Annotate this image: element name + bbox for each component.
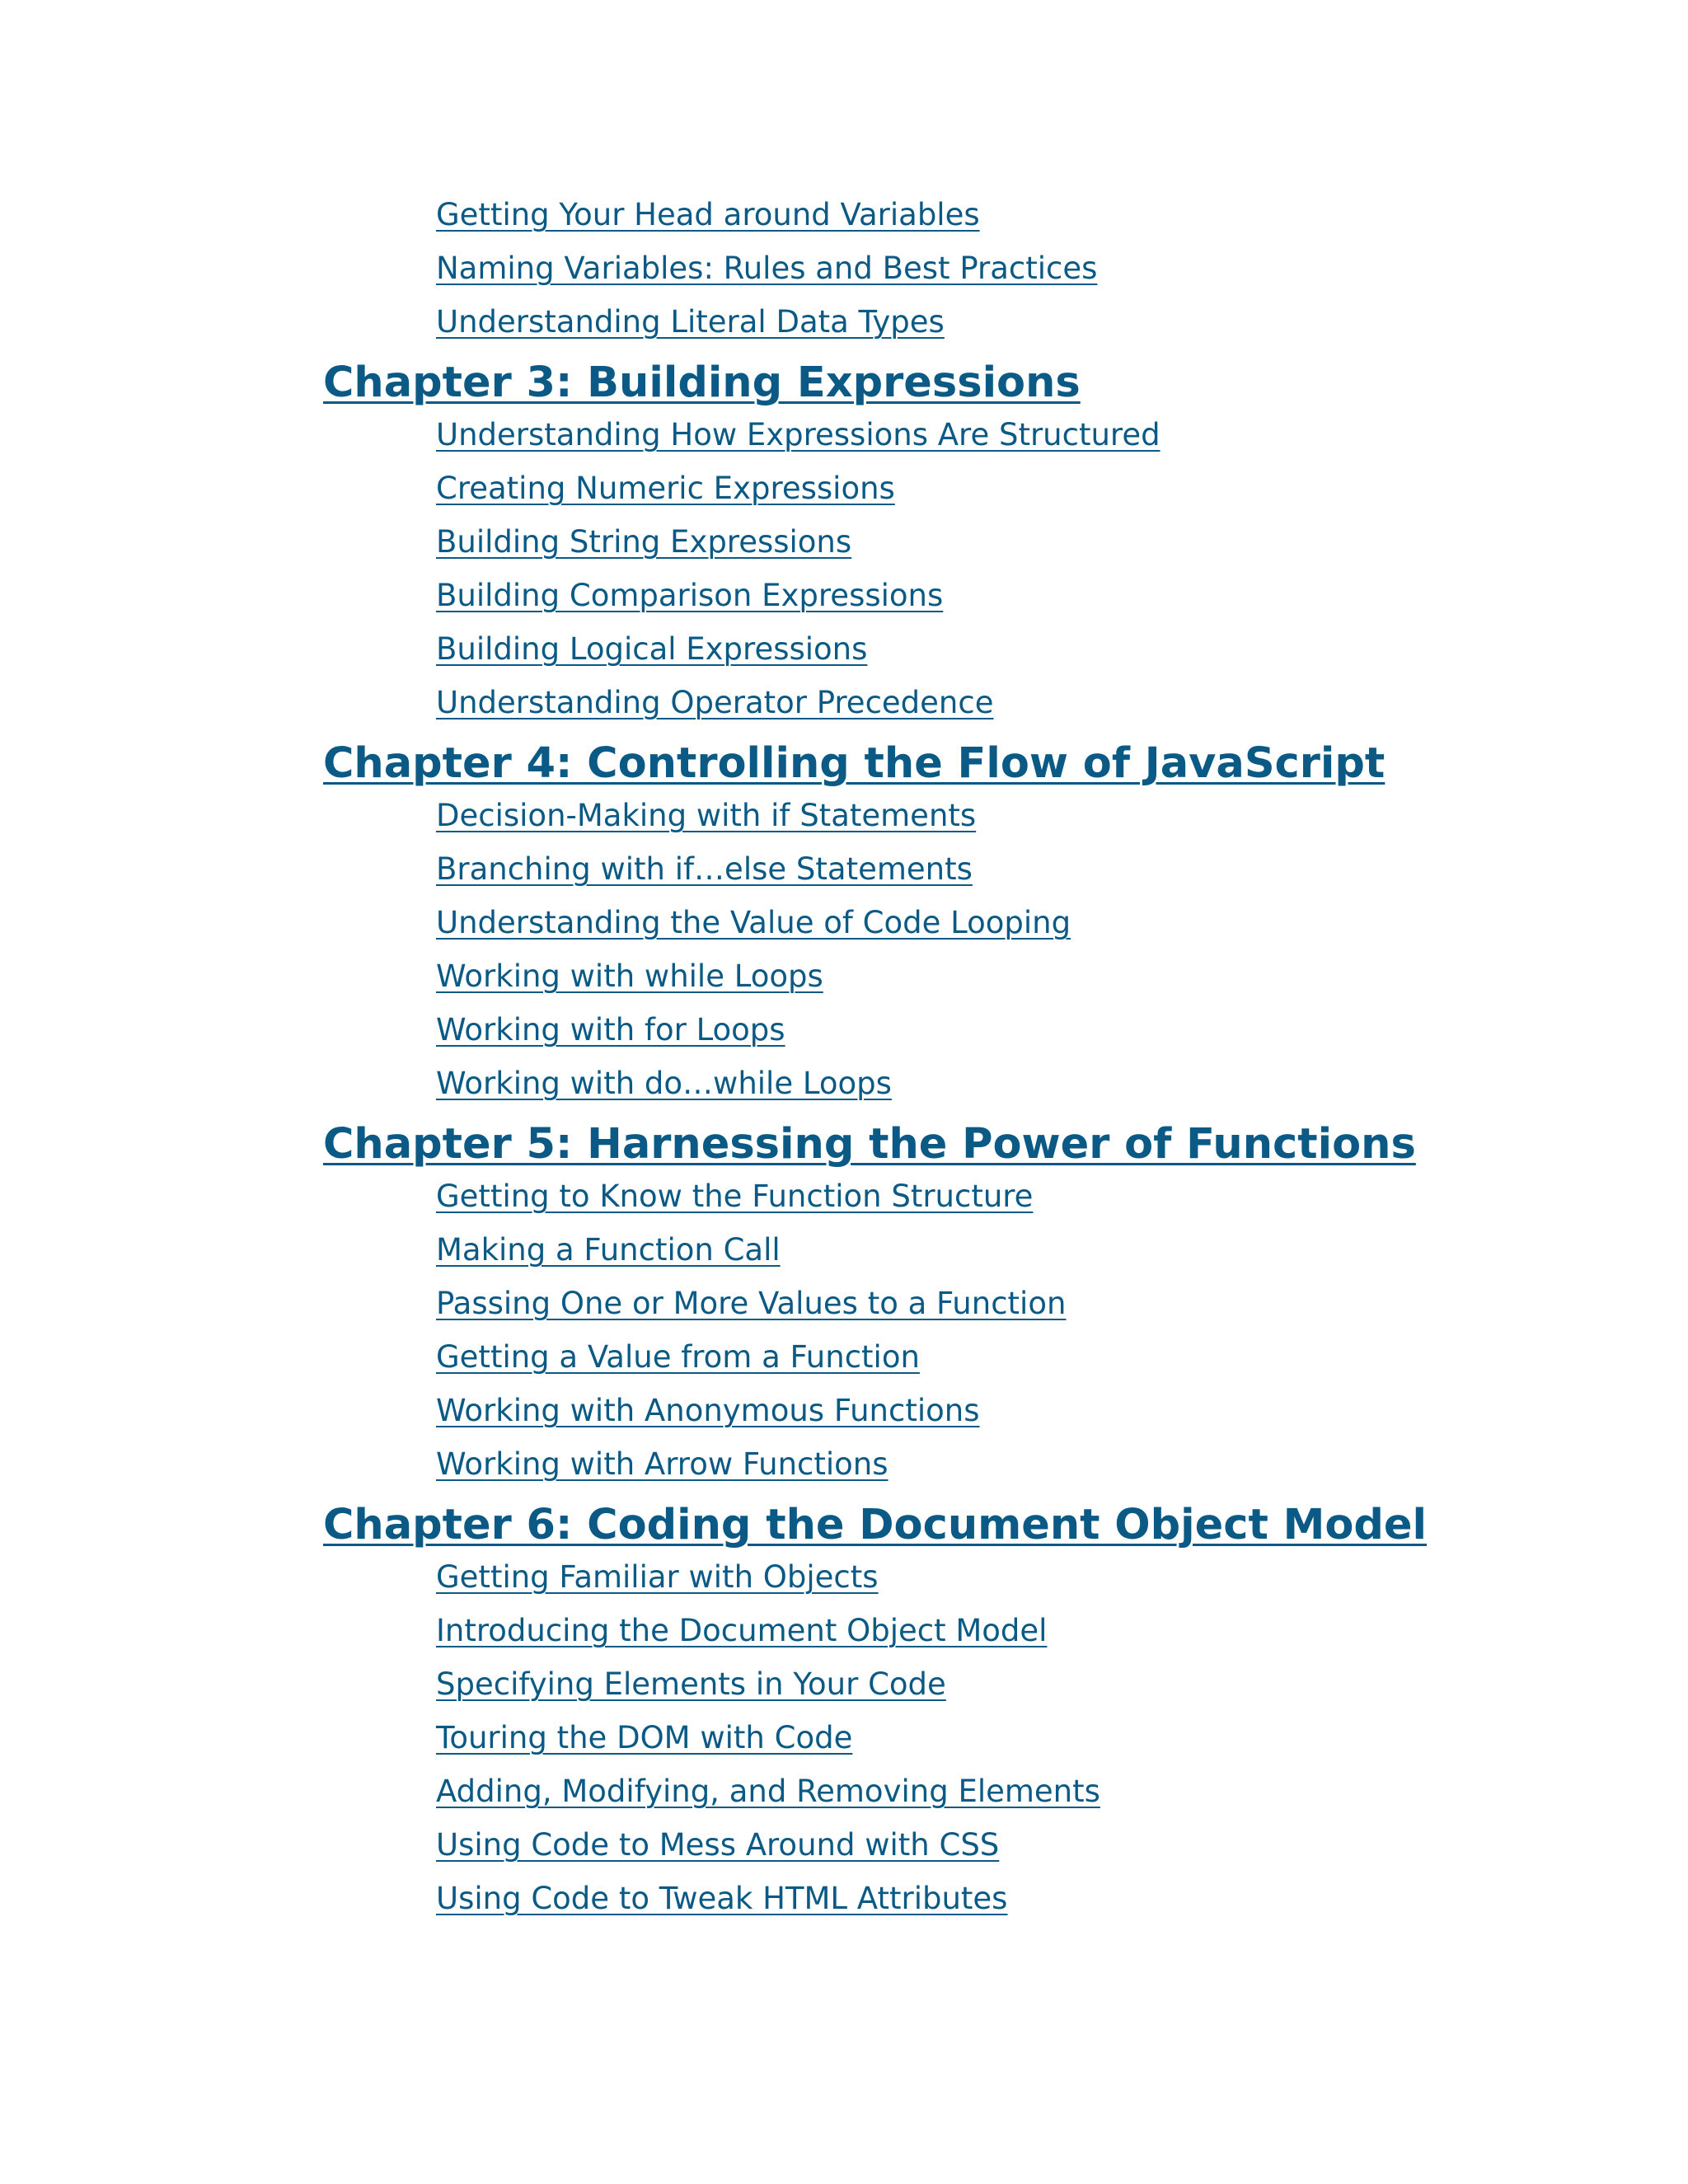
section-link[interactable]: Building String Expressions <box>436 524 852 560</box>
section-link[interactable]: Using Code to Mess Around with CSS <box>436 1827 1000 1863</box>
section-link[interactable]: Building Logical Expressions <box>436 631 868 667</box>
section-link[interactable]: Getting Your Head around Variables <box>436 197 980 232</box>
table-of-contents <box>323 196 1642 1933</box>
section-link[interactable]: Introducing the Document Object Model <box>436 1613 1048 1648</box>
section-link[interactable]: Getting Familiar with Objects <box>436 1559 879 1595</box>
section-link[interactable]: Passing One or More Values to a Function <box>436 1286 1067 1321</box>
section-link[interactable]: Naming Variables: Rules and Best Practices <box>436 251 1098 286</box>
section-link[interactable]: Working with do…while Loops <box>436 1066 892 1101</box>
section-link[interactable]: Adding, Modifying, and Removing Elements <box>436 1774 1100 1809</box>
toc-section <box>323 357 1642 738</box>
section-link[interactable]: Building Comparison Expressions <box>436 578 944 613</box>
section-link[interactable]: Working with Anonymous Functions <box>436 1393 980 1428</box>
section-link[interactable]: Getting to Know the Function Structure <box>436 1179 1034 1214</box>
section-link[interactable]: Working with Arrow Functions <box>436 1446 889 1482</box>
section-link[interactable]: Getting a Value from a Function <box>436 1339 920 1375</box>
section-link[interactable]: Working with for Loops <box>436 1012 785 1047</box>
section-link[interactable]: Using Code to Tweak HTML Attributes <box>436 1881 1008 1916</box>
section-link[interactable]: Understanding Literal Data Types <box>436 304 945 340</box>
toc-section <box>323 1118 1642 1499</box>
chapter-link[interactable]: Chapter 6: Coding the Document Object Model <box>323 1501 1427 1549</box>
section-link[interactable]: Understanding How Expressions Are Structured <box>436 417 1160 452</box>
chapter-link[interactable]: Chapter 5: Harnessing the Power of Functions <box>323 1120 1416 1169</box>
toc-section <box>323 1499 1642 1933</box>
section-link[interactable]: Understanding Operator Precedence <box>436 685 994 720</box>
toc-section <box>323 196 1642 357</box>
section-link[interactable]: Specifying Elements in Your Code <box>436 1666 946 1702</box>
section-link[interactable]: Making a Function Call <box>436 1232 781 1268</box>
toc-section <box>323 738 1642 1118</box>
section-link[interactable]: Creating Numeric Expressions <box>436 471 895 506</box>
section-link[interactable]: Understanding the Value of Code Looping <box>436 905 1071 940</box>
section-link[interactable]: Decision-Making with if Statements <box>436 798 977 833</box>
section-link[interactable]: Working with while Loops <box>436 958 823 994</box>
section-link[interactable]: Touring the DOM with Code <box>436 1720 853 1755</box>
chapter-link[interactable]: Chapter 3: Building Expressions <box>323 359 1081 407</box>
section-link[interactable]: Branching with if…else Statements <box>436 851 973 887</box>
chapter-link[interactable]: Chapter 4: Controlling the Flow of JavaScript <box>323 739 1386 788</box>
